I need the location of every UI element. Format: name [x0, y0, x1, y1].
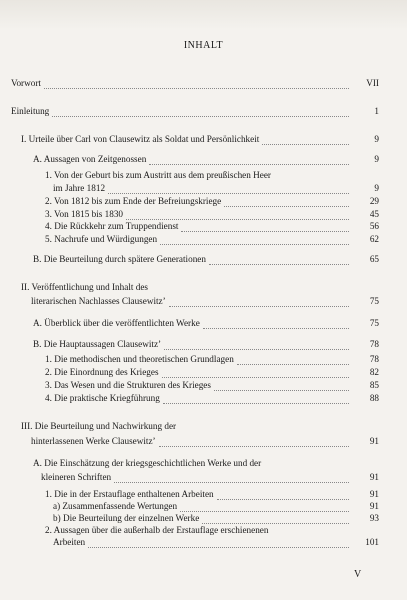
- toc-leader: [114, 481, 349, 483]
- toc-entry-page: 91: [369, 472, 379, 482]
- toc-entry-label: 3. Das Wesen und die Strukturen des Krieges: [45, 380, 211, 390]
- toc-entry-page: 29: [369, 196, 379, 206]
- toc-entry-label: im Jahre 1812: [53, 183, 106, 193]
- toc-entry-page: 65: [369, 254, 379, 264]
- toc-entry-label: Vorwort: [11, 78, 41, 88]
- toc-entry-label: 1. Die in der Erstauflage enthaltenen Arbeiten: [45, 489, 214, 499]
- toc-entry-label: 5. Nachrufe und Würdigungen: [45, 234, 158, 244]
- toc-entry-page: 93: [369, 513, 379, 523]
- toc-entry-page: 78: [369, 354, 379, 364]
- toc-entry-page: 56: [369, 221, 379, 231]
- toc-entry-label: literarischen Nachlasses Clausewitz’: [31, 296, 166, 306]
- toc-entry-label: I. Urteile über Carl von Clausewitz als Soldat und Persönlichkeit: [21, 134, 260, 144]
- toc-leader: [224, 205, 349, 207]
- toc-entry-page: 62: [369, 234, 379, 244]
- toc-entry-page: 1: [374, 106, 379, 116]
- toc-entry-page: 91: [369, 436, 379, 446]
- toc-entry-page: 101: [365, 537, 379, 547]
- toc-leader: [202, 522, 349, 524]
- toc-leader: [162, 376, 349, 378]
- toc-entry-page: 9: [374, 183, 379, 193]
- toc-leader: [217, 498, 349, 500]
- toc-entry-label: Einleitung: [11, 106, 50, 116]
- toc-entry-label: b) Die Beurteilung der einzelnen Werke: [53, 513, 200, 523]
- toc-leader: [88, 546, 349, 548]
- bleed-through-text: [0, 0, 407, 30]
- toc-entry-label: A. Überblick über die veröffentlichten Werke: [33, 318, 200, 328]
- toc-entry-page: 85: [369, 380, 379, 390]
- toc-leader: [108, 192, 349, 194]
- toc-entry-label: III. Die Beurteilung und Nachwirkung der: [21, 421, 177, 431]
- toc-leader: [209, 263, 349, 265]
- toc-leader: [180, 510, 349, 512]
- toc-entry-page: 91: [369, 501, 379, 511]
- toc-entry-label: 3. Von 1815 bis 1830: [45, 209, 124, 219]
- toc-entry-page: 75: [369, 296, 379, 306]
- toc-entry-label: A. Aussagen von Zeitgenossen: [33, 154, 147, 164]
- toc-entry-label: Arbeiten: [53, 537, 86, 547]
- toc-entry-label: A. Die Einschätzung der kriegsgeschichtlichen Werke und der: [33, 458, 262, 468]
- toc-leader: [126, 218, 349, 220]
- toc-entry-label: 1. Von der Geburt bis zum Austritt aus dem preußischen Heer: [45, 170, 271, 180]
- toc-entry-page: 91: [369, 489, 379, 499]
- toc-entry-label: 1. Die methodischen und theoretischen Grundlagen: [45, 354, 234, 364]
- toc-entry-label: kleineren Schriften: [41, 472, 112, 482]
- toc-leader: [203, 327, 349, 329]
- toc-title: INHALT: [183, 40, 224, 51]
- toc-entry-page: 9: [374, 154, 379, 164]
- toc-entry-label: B. Die Hauptaussagen Clausewitz’: [33, 339, 162, 349]
- toc-entry-label: 2. Aussagen über die außerhalb der Erstauflage erschienenen: [45, 525, 269, 535]
- toc-entry-page: 45: [369, 209, 379, 219]
- toc-entry-page: 75: [369, 318, 379, 328]
- page-number: V: [354, 569, 362, 580]
- toc-entry-label: 2. Von 1812 bis zum Ende der Befreiungskriege: [45, 196, 222, 206]
- toc-entry-page: 82: [369, 367, 379, 377]
- toc-entry-label: a) Zusammenfassende Wertungen: [53, 501, 178, 511]
- toc-entry-label: B. Die Beurteilung durch spätere Generationen: [33, 254, 206, 264]
- toc-entry-page: 88: [369, 393, 379, 403]
- toc-entry-page: 78: [369, 339, 379, 349]
- toc-entry-label: 4. Die Rückkehr zum Truppendienst: [45, 221, 179, 231]
- toc-leader: [164, 348, 349, 350]
- toc-entry-label: II. Veröffentlichung und Inhalt des: [21, 282, 148, 292]
- toc-entry-label: hinterlassenen Werke Clausewitz’: [31, 436, 156, 446]
- toc-leader: [44, 87, 349, 89]
- toc-leader: [214, 389, 349, 391]
- toc-leader: [237, 363, 349, 365]
- toc-entry-label: 2. Die Einordnung des Krieges: [45, 367, 159, 377]
- toc-entry-label: 4. Die praktische Kriegführung: [45, 393, 160, 403]
- toc-leader: [169, 305, 349, 307]
- toc-entry-page: VII: [366, 78, 379, 88]
- toc-leader: [159, 445, 349, 447]
- toc-leader: [149, 163, 349, 165]
- toc-leader: [262, 143, 349, 145]
- toc-leader: [160, 243, 349, 245]
- toc-leader: [163, 402, 349, 404]
- toc-leader: [181, 230, 349, 232]
- toc-leader: [52, 115, 349, 117]
- toc-entry-page: 9: [374, 134, 379, 144]
